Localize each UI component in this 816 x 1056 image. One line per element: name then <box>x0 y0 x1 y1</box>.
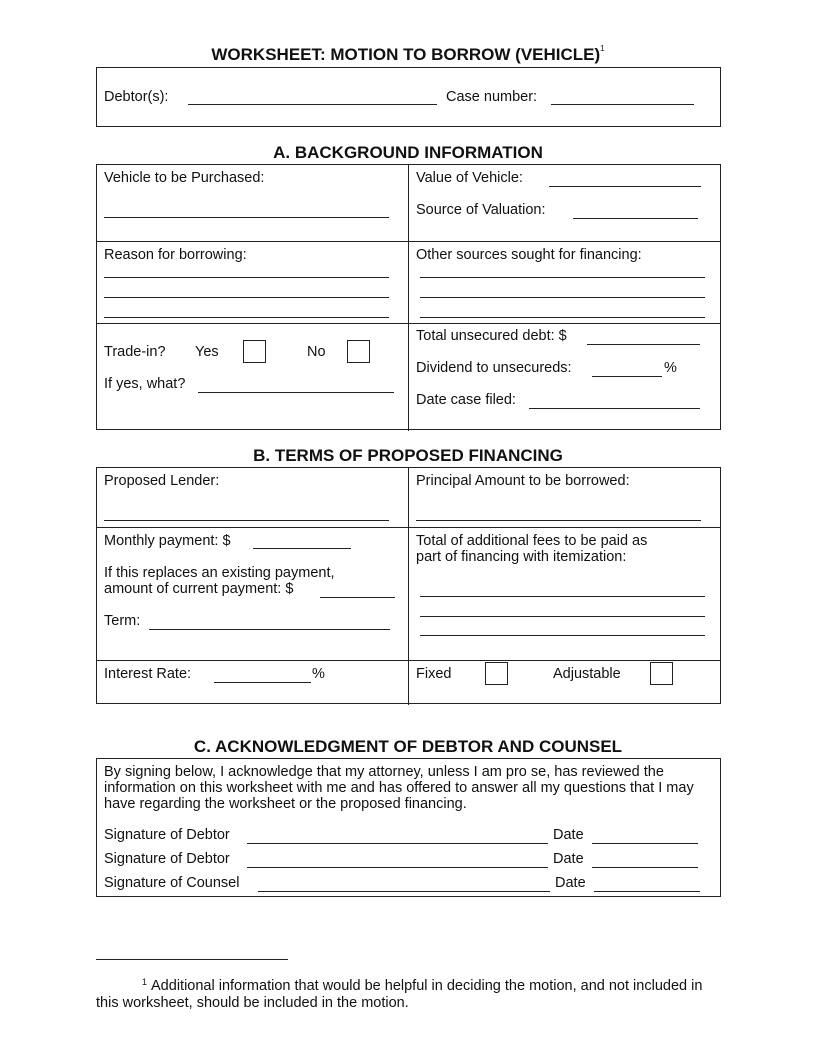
interest-field[interactable] <box>214 682 311 683</box>
vehicle-field[interactable] <box>104 217 389 218</box>
date-3-label: Date <box>555 875 586 891</box>
payment-row <box>97 528 720 661</box>
date-2-field[interactable] <box>592 867 698 868</box>
sig-debtor-2-field[interactable] <box>247 867 548 868</box>
case-number-field[interactable] <box>551 104 694 105</box>
reason-line-3[interactable] <box>104 317 389 318</box>
value-field[interactable] <box>549 186 701 187</box>
interest-row <box>97 661 720 705</box>
case-number-label: Case number: <box>446 89 538 105</box>
other-sources-line-2[interactable] <box>420 297 705 298</box>
reason-row <box>97 242 720 324</box>
date-filed-field[interactable] <box>529 408 700 409</box>
section-a-table <box>96 164 721 430</box>
footnote-text: Additional information that would be helpful in deciding the motion, and not included in this worksheet, should be included in the motion. <box>96 978 703 1011</box>
principal-label: Principal Amount to be borrowed: <box>416 473 630 489</box>
trade-in-no-checkbox[interactable] <box>347 340 370 363</box>
value-label: Value of Vehicle: <box>416 170 523 186</box>
interest-cell <box>97 661 409 705</box>
sig-counsel-label: Signature of Counsel <box>104 875 240 891</box>
lender-cell <box>97 468 409 527</box>
interest-label: Interest Rate: <box>104 666 192 682</box>
rate-type-cell <box>409 661 720 705</box>
section-c-heading: C. ACKNOWLEDGMENT OF DEBTOR AND COUNSEL <box>193 737 623 756</box>
trade-in-row <box>97 324 720 431</box>
total-unsecured-field[interactable] <box>587 344 700 345</box>
date-2-label: Date <box>553 851 584 867</box>
lender-row <box>97 468 720 528</box>
sig-debtor-1-label: Signature of Debtor <box>104 827 230 843</box>
other-sources-line-3[interactable] <box>420 317 705 318</box>
acknowledgment-text: By signing below, I acknowledge that my attorney, unless I am pro se, has reviewed the information on this worksheet with me and has offered to answer all my questions that I may have regarding the worksheet or the proposed financing. <box>104 764 694 812</box>
fixed-label: Fixed <box>416 666 452 682</box>
interest-percent: % <box>312 666 325 682</box>
footnote-ref: 1 <box>600 44 605 53</box>
vehicle-cell <box>97 165 409 241</box>
principal-field[interactable] <box>416 520 701 521</box>
fixed-checkbox[interactable] <box>485 662 508 685</box>
debtor-case-box <box>96 67 721 127</box>
section-c-box <box>96 758 721 897</box>
trade-in-yes-label: Yes <box>195 344 219 360</box>
debtors-label: Debtor(s): <box>104 89 169 105</box>
footnote <box>96 974 716 1012</box>
valuation-cell <box>409 165 720 241</box>
lender-field[interactable] <box>104 520 389 521</box>
debtors-field[interactable] <box>188 104 437 105</box>
unsecured-cell <box>409 324 720 431</box>
sig-counsel-field[interactable] <box>258 891 550 892</box>
payment-cell <box>97 528 409 660</box>
trade-in-yes-checkbox[interactable] <box>243 340 266 363</box>
other-sources-line-1[interactable] <box>420 277 705 278</box>
term-field[interactable] <box>149 629 390 630</box>
date-filed-label: Date case filed: <box>416 392 516 408</box>
total-unsecured-label: Total unsecured debt: $ <box>416 328 567 344</box>
reason-label: Reason for borrowing: <box>104 247 247 263</box>
monthly-field[interactable] <box>253 548 351 549</box>
source-field[interactable] <box>573 218 698 219</box>
reason-line-2[interactable] <box>104 297 389 298</box>
section-b-heading: B. TERMS OF PROPOSED FINANCING <box>253 446 563 465</box>
dividend-label: Dividend to unsecureds: <box>416 360 572 376</box>
lender-label: Proposed Lender: <box>104 473 220 489</box>
trade-in-no-label: No <box>307 344 326 360</box>
page-title: WORKSHEET: MOTION TO BORROW (VEHICLE)$^1$ <box>211 44 605 64</box>
footnote-rule <box>96 959 288 960</box>
fees-line-2: part of financing with itemization: <box>416 549 627 565</box>
sig-debtor-1-field[interactable] <box>247 843 548 844</box>
reason-cell <box>97 242 409 323</box>
trade-in-label: Trade-in? <box>104 344 166 360</box>
if-yes-label: If yes, what? <box>104 376 186 392</box>
monthly-label: Monthly payment: $ <box>104 533 231 549</box>
fees-cell <box>409 528 720 660</box>
replaces-line-2: amount of current payment: $ <box>104 581 294 597</box>
trade-in-cell <box>97 324 409 431</box>
if-yes-field[interactable] <box>198 392 394 393</box>
dividend-field[interactable] <box>592 376 662 377</box>
section-b-table <box>96 467 721 704</box>
date-1-field[interactable] <box>592 843 698 844</box>
source-label: Source of Valuation: <box>416 202 546 218</box>
principal-cell <box>409 468 720 527</box>
adjustable-checkbox[interactable] <box>650 662 673 685</box>
date-3-field[interactable] <box>594 891 700 892</box>
sig-debtor-2-label: Signature of Debtor <box>104 851 230 867</box>
footnote-number: 1 <box>142 977 148 987</box>
fees-line-b[interactable] <box>420 616 705 617</box>
date-1-label: Date <box>553 827 584 843</box>
adjustable-label: Adjustable <box>553 666 621 682</box>
section-a-heading: A. BACKGROUND INFORMATION <box>273 143 543 162</box>
term-label: Term: <box>104 613 141 629</box>
fees-line-1: Total of additional fees to be paid as <box>416 533 648 549</box>
other-sources-label: Other sources sought for financing: <box>416 247 642 263</box>
vehicle-row <box>97 165 720 242</box>
other-sources-cell <box>409 242 720 323</box>
reason-line-1[interactable] <box>104 277 389 278</box>
fees-line-a[interactable] <box>420 596 705 597</box>
dividend-percent: % <box>664 360 677 376</box>
vehicle-label: Vehicle to be Purchased: <box>104 170 265 186</box>
fees-line-c[interactable] <box>420 635 705 636</box>
replaces-line-1: If this replaces an existing payment, <box>104 565 335 581</box>
current-payment-field[interactable] <box>320 597 395 598</box>
